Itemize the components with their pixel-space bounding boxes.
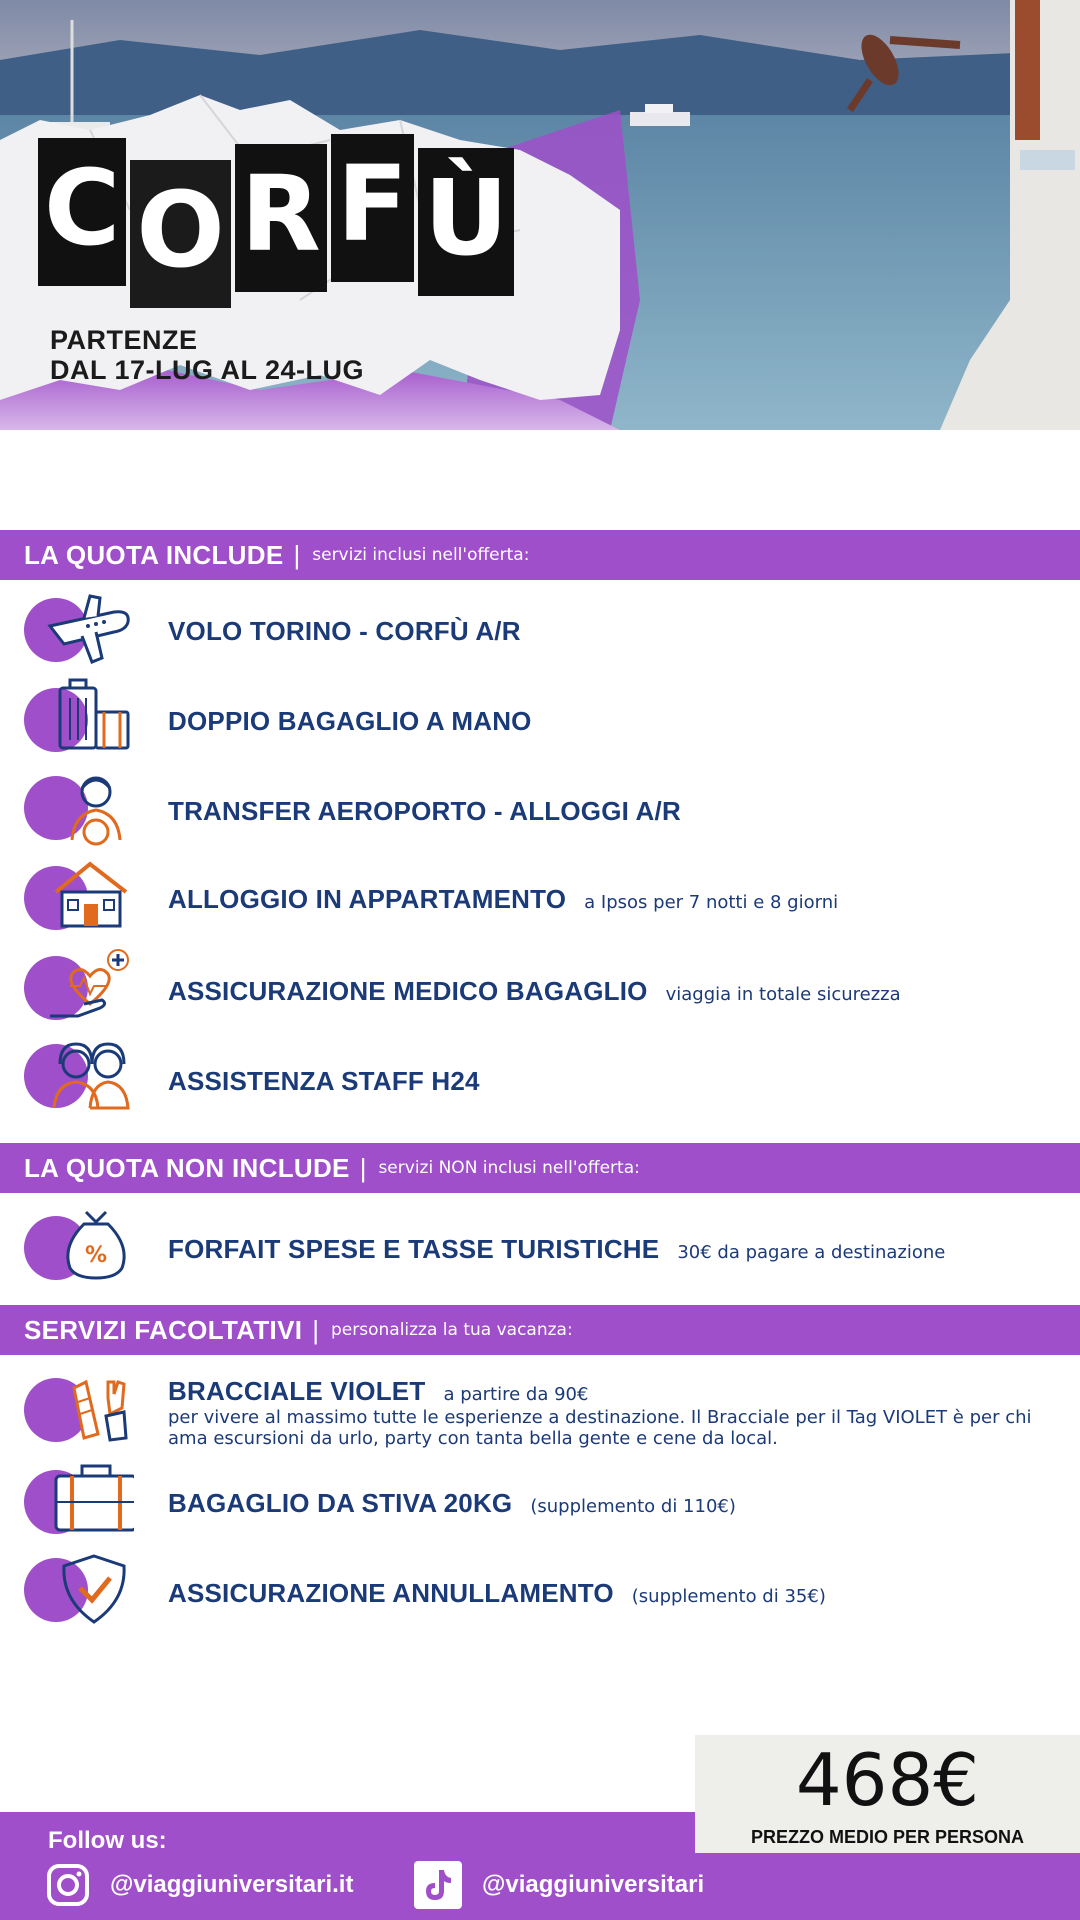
item-note: (supplemento di 110€) <box>530 1496 736 1517</box>
instagram-icon <box>46 1863 90 1907</box>
price-label: PREZZO MEDIO PER PERSONA <box>750 1827 1025 1847</box>
logo-letter: Ù <box>418 148 514 296</box>
luggage-icon <box>44 678 134 756</box>
item-note: 30€ da pagare a destinazione <box>677 1242 946 1263</box>
house-icon <box>44 856 134 934</box>
wristband-icon <box>44 1368 134 1446</box>
item-description: per vivere al massimo tutte le esperienze a destinazione. Il Bracciale per il Tag VIOLET è per chi ama escursioni da urlo, party con tanta bella gente e cene da local. <box>168 1407 1032 1449</box>
section-title: LA QUOTA INCLUDE <box>24 539 284 570</box>
item-label: FORFAIT SPESE E TASSE TURISTICHE 30€ da pagare a destinazione <box>168 1234 946 1264</box>
section-title: SERVIZI FACOLTATIVI <box>24 1314 303 1345</box>
money-bag-icon <box>44 1206 134 1284</box>
svg-text:%: % <box>84 1243 108 1268</box>
item-label: BRACCIALE VIOLET a partire da 90€ <box>168 1376 589 1406</box>
yacht-shape <box>630 112 690 126</box>
section-title: LA QUOTA NON INCLUDE <box>24 1152 350 1183</box>
item-note: (supplemento di 35€) <box>631 1586 826 1607</box>
item-note: viaggia in totale sicurezza <box>665 984 901 1005</box>
item-label: ALLOGGIO IN APPARTAMENTO a Ipsos per 7 notti e 8 giorni <box>168 884 839 914</box>
logo-letter: F <box>331 134 414 282</box>
logo-letter: R <box>235 144 327 292</box>
section-subtitle: personalizza la tua vacanza: <box>331 1320 573 1340</box>
section-separator: | <box>359 1152 367 1183</box>
optional-section-bar <box>0 1305 1080 1355</box>
item-label: ASSISTENZA STAFF H24 <box>168 1066 480 1096</box>
driver-icon <box>44 768 134 846</box>
item-label: DOPPIO BAGAGLIO A MANO <box>168 706 532 736</box>
shield-check-icon <box>44 1550 134 1628</box>
tiktok-glyph <box>423 1868 453 1902</box>
tiktok-handle[interactable]: @viaggiuniversitari <box>482 1871 705 1898</box>
staff-icon <box>44 1036 134 1114</box>
list-item <box>0 1042 1080 1122</box>
item-label: ASSICURAZIONE MEDICO BAGAGLIO viaggia in totale sicurezza <box>168 976 901 1006</box>
item-label: BAGAGLIO DA STIVA 20KG (supplemento di 110€) <box>168 1488 736 1518</box>
suitcase-icon <box>44 1462 134 1540</box>
corfu-logo <box>38 138 518 308</box>
health-insurance-icon <box>44 946 134 1024</box>
instagram-handle[interactable]: @viaggiuniversitari.it <box>110 1871 354 1898</box>
list-item <box>0 1458 1080 1538</box>
not-included-section-bar <box>0 1143 1080 1193</box>
list-item <box>0 1552 1080 1632</box>
section-separator: | <box>312 1314 319 1345</box>
included-section-bar <box>0 530 1080 580</box>
list-item <box>0 682 1080 762</box>
price-value: 468€ <box>795 1738 980 1822</box>
list-item <box>0 1210 1080 1290</box>
item-note: a Ipsos per 7 notti e 8 giorni <box>584 892 839 913</box>
item-label: ASSICURAZIONE ANNULLAMENTO (supplemento di 35€) <box>168 1578 826 1608</box>
list-item <box>0 950 1080 1030</box>
list-item <box>0 592 1080 672</box>
logo-letter: O <box>130 160 230 308</box>
airplane-icon <box>44 592 134 670</box>
tiktok-link[interactable] <box>414 1861 704 1909</box>
section-separator: | <box>293 539 301 570</box>
instagram-link[interactable] <box>46 1863 353 1907</box>
item-label: TRANSFER AEROPORTO - ALLOGGI A/R <box>168 796 681 826</box>
section-subtitle: servizi NON inclusi nell'offerta: <box>378 1158 640 1178</box>
logo-letter: C <box>38 138 126 286</box>
section-subtitle: servizi inclusi nell'offerta: <box>312 545 530 565</box>
item-label: VOLO TORINO - CORFÙ A/R <box>168 616 521 646</box>
departure-dates <box>50 325 364 385</box>
follow-us-label: Follow us: <box>48 1827 167 1854</box>
departures-label: PARTENZE <box>50 325 198 355</box>
tiktok-icon <box>414 1861 462 1909</box>
departures-range: DAL 17-LUG AL 24-LUG <box>50 355 365 385</box>
list-item <box>0 770 1080 850</box>
list-item <box>0 858 1080 938</box>
item-note: a partire da 90€ <box>443 1384 589 1405</box>
